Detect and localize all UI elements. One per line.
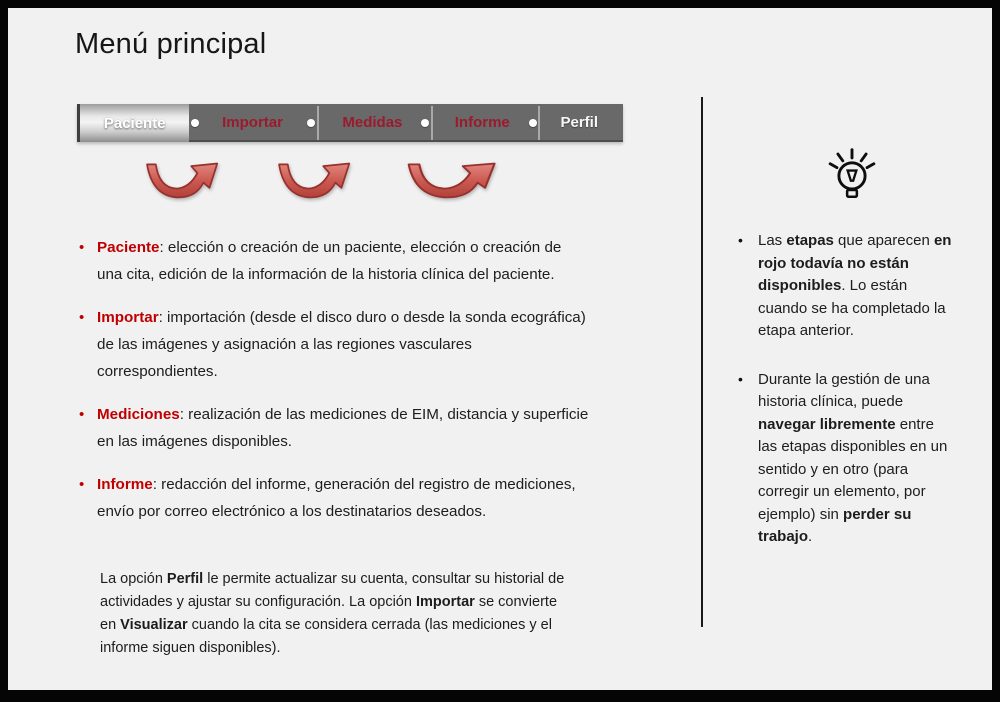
tab-separator (538, 106, 540, 140)
menu-tab-label: Paciente (103, 114, 166, 132)
tip-item-stages: • Las etapas que aparecen en rojo todavía no están disponibles. Lo están cuando se ha completado la etapa anterior. (735, 230, 957, 343)
page-title: Menú principal (75, 28, 267, 60)
lightbulb-icon (820, 139, 884, 205)
list-item-paciente: • Paciente: elección o creación de un paciente, elección o creación de una cita, edición de la información de la historia clínica del paciente. (75, 234, 590, 288)
menu-descriptions-list (75, 234, 590, 541)
menu-tab-label: Perfil (560, 113, 598, 131)
vertical-divider (701, 97, 703, 627)
menu-tab-medidas[interactable] (316, 104, 429, 142)
tab-separator (431, 106, 433, 140)
perfil-note-paragraph: La opción Perfil le permite actualizar su cuenta, consultar su historial de actividades y ajustar su configuración. La opción Importar se convierte en Visualizar cuando la cita se considera cerrada (las mediciones y el informe siguen disponibles). (100, 571, 565, 656)
list-item-importar: • Importar: importación (desde el disco duro o desde la sonda ecográfica) de las imágenes y asignación a las regiones vasculares correspondientes. (75, 304, 590, 385)
flow-arrow-icon (396, 154, 502, 206)
list-item-mediciones: • Mediciones: realización de las mediciones de EIM, distancia y superficie en las imágenes disponibles. (75, 401, 590, 455)
menu-tab-perfil[interactable] (535, 104, 623, 142)
list-item-informe: • Informe: redacción del informe, generación del registro de mediciones, envío por correo electrónico a los destinatarios deseados. (75, 471, 590, 525)
tab-separator (317, 106, 319, 140)
menu-tab-importar[interactable] (189, 104, 315, 142)
menu-tab-informe[interactable] (429, 104, 535, 142)
flow-arrow-icon (136, 154, 224, 206)
tip-item-navigation: • Durante la gestión de una historia clínica, puede navegar libremente entre las etapas disponibles en un sentido y en otro (para corregir un elemento, por ejemplo) sin perder su trabajo. (735, 369, 957, 549)
tab-separator-dot (529, 119, 537, 127)
menu-tab-paciente[interactable] (80, 104, 189, 142)
menu-tab-label: Informe (454, 113, 510, 131)
tab-separator-dot (191, 119, 199, 127)
main-menu-bar (77, 104, 623, 142)
menu-tab-label: Medidas (342, 113, 403, 131)
tips-list (735, 230, 957, 575)
tab-separator-dot (421, 119, 429, 127)
slide-canvas (8, 8, 992, 690)
tab-separator-dot (307, 119, 315, 127)
flow-arrow-icon (268, 154, 356, 206)
menu-tab-label: Importar (222, 113, 283, 131)
